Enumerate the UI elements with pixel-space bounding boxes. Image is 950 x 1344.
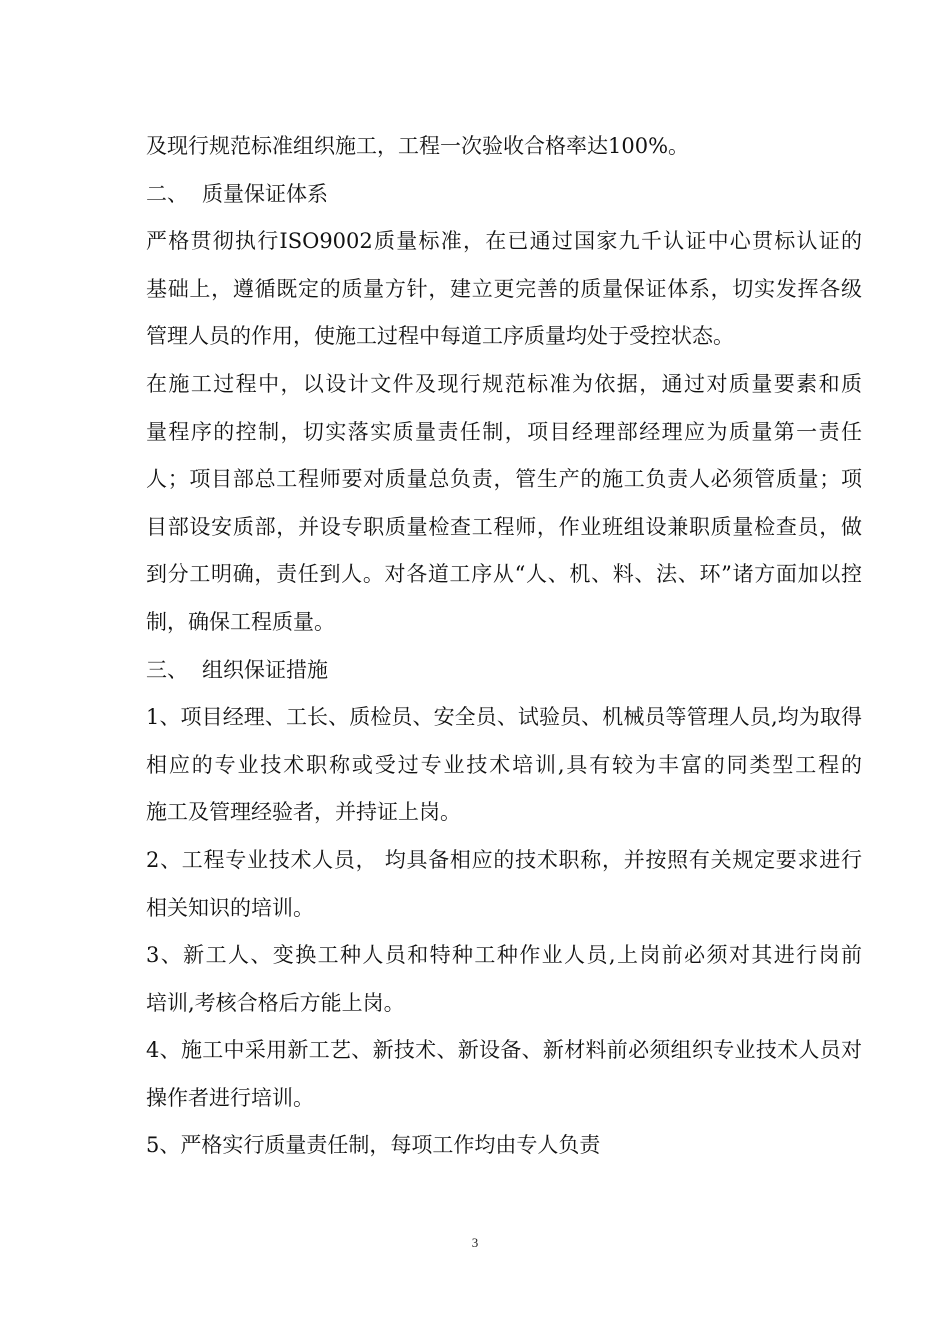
section-title: 质量保证体系	[202, 181, 328, 206]
body-line: 基础上，遵循既定的质量方针，建立更完善的质量保证体系，切实发挥各级	[146, 276, 862, 301]
body-line: 量程序的控制，切实落实质量责任制，项目经理部经理应为质量第一责任	[146, 419, 862, 444]
body-line: 1、项目经理、工长、质检员、安全员、试验员、机械员等管理人员,均为取得	[146, 705, 862, 730]
section-heading-organization-measures	[146, 647, 862, 695]
body-line: 5、严格实行质量责任制，每项工作均由专人负责	[146, 1133, 601, 1158]
body-line: 在施工过程中，以设计文件及现行规范标准为依据，通过对质量要素和质	[146, 371, 862, 396]
body-line: 管理人员的作用，使施工过程中每道工序质量均处于受控状态。	[146, 324, 734, 349]
body-line: 施工及管理经验者，并持证上岗。	[146, 800, 461, 825]
body-line: 人；项目部总工程师要对质量总负责，管生产的施工负责人必须管质量；项	[146, 467, 862, 492]
page-number: 3	[471, 1235, 479, 1250]
section-heading-quality-system	[146, 171, 862, 219]
body-line: 制，确保工程质量。	[146, 609, 335, 634]
body-line: 相关知识的培训。	[146, 895, 314, 920]
body-line: 培训,考核合格后方能上岗。	[146, 990, 405, 1015]
body-line: 2、工程专业技术人员， 均具备相应的技术职称，并按照有关规定要求进行	[146, 847, 862, 872]
body-line: 目部设安质部，并设专职质量检查工程师，作业班组设兼职质量检查员，做	[146, 514, 862, 539]
body-line: 4、施工中采用新工艺、新技术、新设备、新材料前必须组织专业技术人员对	[146, 1038, 862, 1063]
document-body	[146, 123, 862, 1170]
body-line: 及现行规范标准组织施工，工程一次验收合格率达100%。	[146, 134, 690, 158]
body-line: 相应的专业技术职称或受过专业技术培训,具有较为丰富的同类型工程的	[146, 752, 862, 777]
body-line: 严格贯彻执行ISO9002质量标准，在已通过国家九千认证中心贯标认证的	[146, 229, 862, 254]
body-line: 到分工明确，责任到人。对各道工序从“人、机、料、法、环”诸方面加以控	[146, 562, 862, 587]
body-line: 操作者进行培训。	[146, 1085, 314, 1110]
section-title: 组织保证措施	[202, 657, 328, 682]
body-line: 3、新工人、变换工种人员和特种工种作业人员,上岗前必须对其进行岗前	[146, 943, 862, 968]
section-number: 三、	[146, 657, 188, 682]
section-number: 二、	[146, 181, 188, 206]
